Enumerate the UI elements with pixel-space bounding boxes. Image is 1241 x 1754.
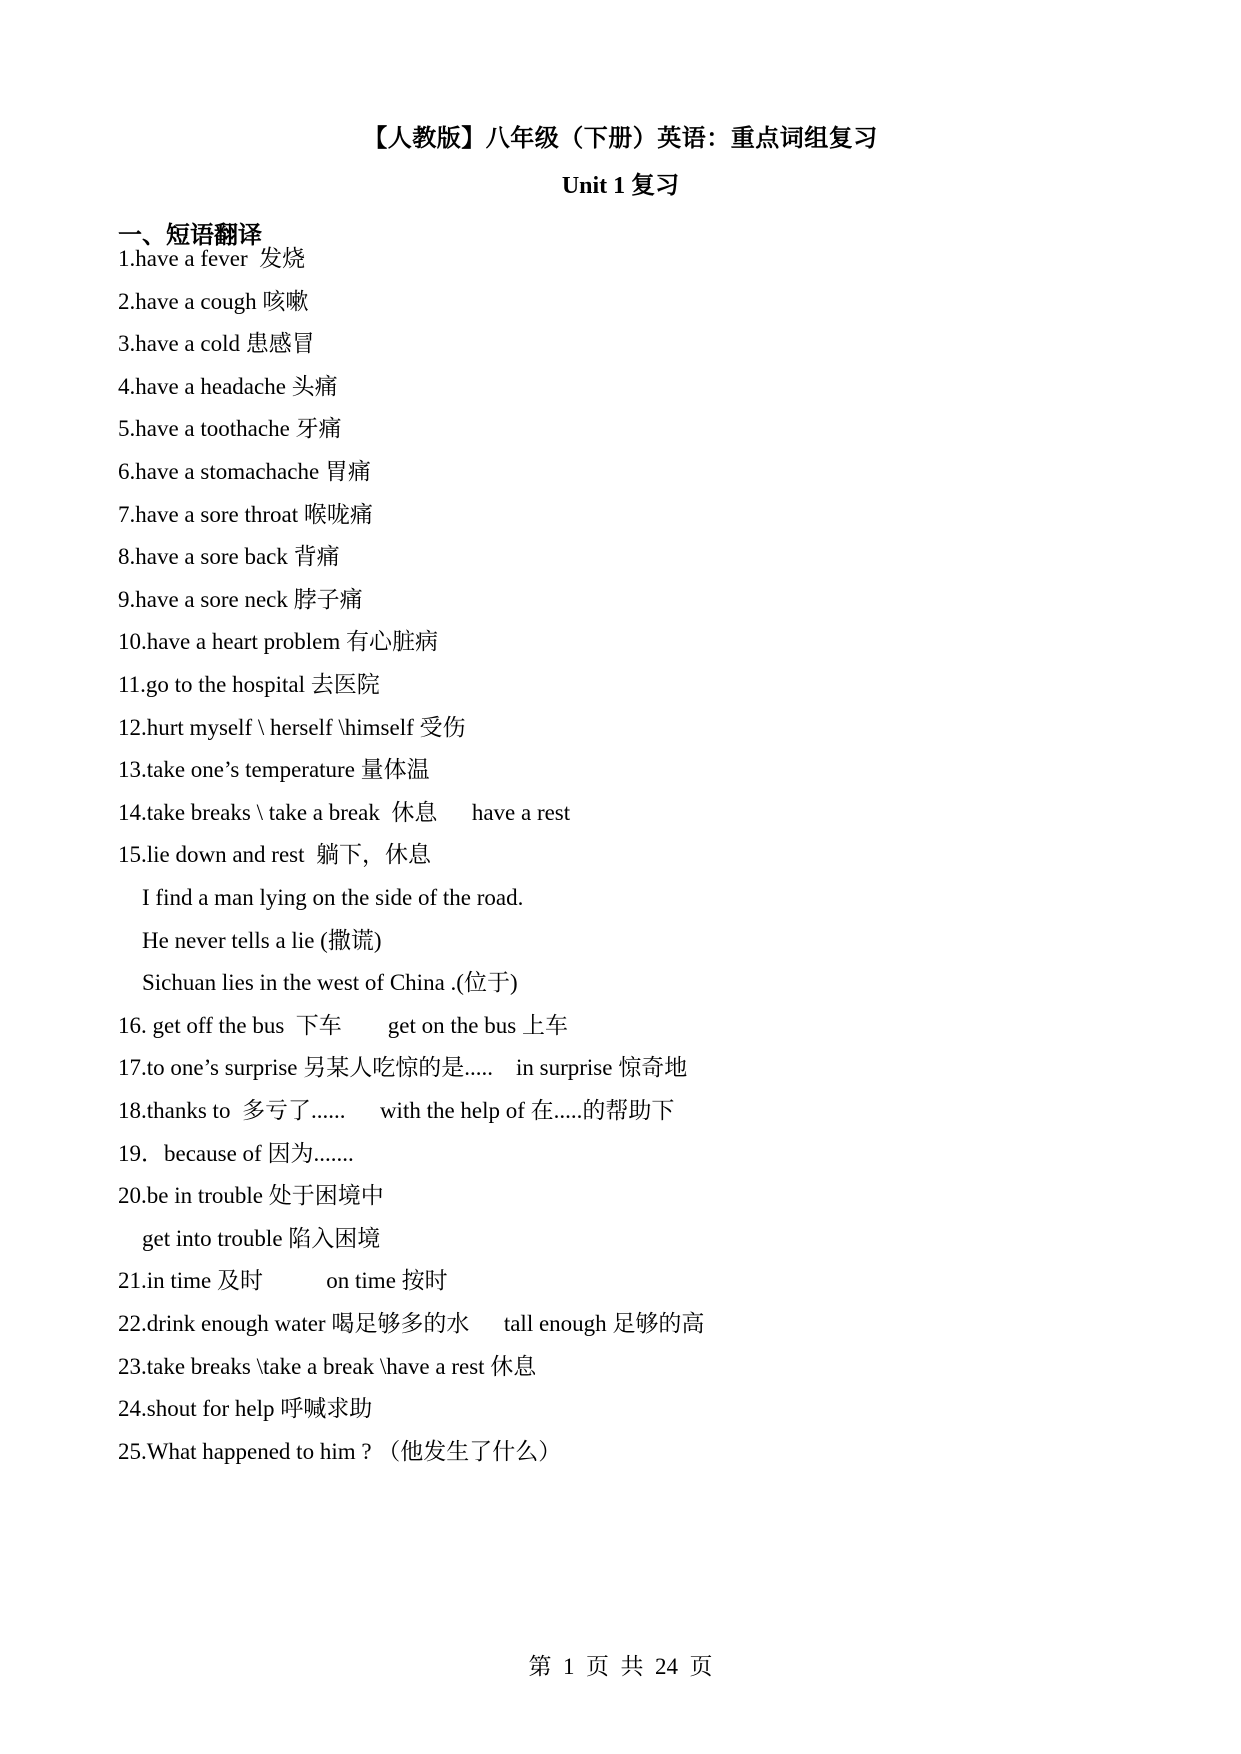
phrase-item: 18.thanks to 多亏了...... with the help of 在.....的帮助下 <box>118 1098 675 1123</box>
phrase-item: 23.take breaks \take a break \have a rest 休息 <box>118 1354 537 1379</box>
phrase-item: 11.go to the hospital 去医院 <box>118 672 380 697</box>
phrase-item: 15.lie down and rest 躺下，休息 <box>118 842 432 867</box>
phrase-item: 4.have a headache 头痛 <box>118 374 338 399</box>
phrase-item: 13.take one’s temperature 量体温 <box>118 757 430 782</box>
phrase-item: 1.have a fever 发烧 <box>118 246 306 271</box>
phrase-item: 24.shout for help 呼喊求助 <box>118 1396 373 1421</box>
phrase-item: 19．because of 因为....... <box>118 1141 354 1166</box>
phrase-item: 10.have a heart problem 有心脏病 <box>118 629 438 654</box>
phrase-item: 7.have a sore throat 喉咙痛 <box>118 502 373 527</box>
document-title: 【人教版】八年级（下册）英语：重点词组复习 <box>363 126 878 152</box>
phrase-item: 16. get off the bus 下车 get on the bus 上车 <box>118 1013 568 1038</box>
example-sentence: I find a man lying on the side of the road. <box>142 885 524 910</box>
phrase-item: 5.have a toothache 牙痛 <box>118 416 342 441</box>
example-sentence: He never tells a lie (撒谎) <box>142 928 382 953</box>
phrase-item: 3.have a cold 患感冒 <box>118 331 315 356</box>
unit-subtitle: Unit 1 复习 <box>561 173 680 199</box>
phrase-item: 8.have a sore back 背痛 <box>118 544 340 569</box>
phrase-item: 6.have a stomachache 胃痛 <box>118 459 371 484</box>
phrase-item: 22.drink enough water 喝足够多的水 tall enough 足够的高 <box>118 1311 705 1336</box>
phrase-item: 14.take breaks \ take a break 休息 have a rest <box>118 800 571 825</box>
example-sentence: get into trouble 陷入困境 <box>142 1226 381 1251</box>
phrase-item: 21.in time 及时 on time 按时 <box>118 1268 448 1293</box>
phrase-item: 17.to one’s surprise 另某人吃惊的是..... in surprise 惊奇地 <box>118 1055 688 1080</box>
phrase-item: 25.What happened to him ? （他发生了什么） <box>118 1439 562 1464</box>
phrase-item: 9.have a sore neck 脖子痛 <box>118 587 363 612</box>
section-heading: 一、短语翻译 <box>118 223 262 249</box>
example-sentence: Sichuan lies in the west of China .(位于) <box>142 970 518 995</box>
phrase-item: 12.hurt myself \ herself \himself 受伤 <box>118 715 466 740</box>
phrase-item: 20.be in trouble 处于困境中 <box>118 1183 384 1208</box>
page-footer: 第 1 页 共 24 页 <box>528 1654 713 1679</box>
phrase-item: 2.have a cough 咳嗽 <box>118 289 309 314</box>
